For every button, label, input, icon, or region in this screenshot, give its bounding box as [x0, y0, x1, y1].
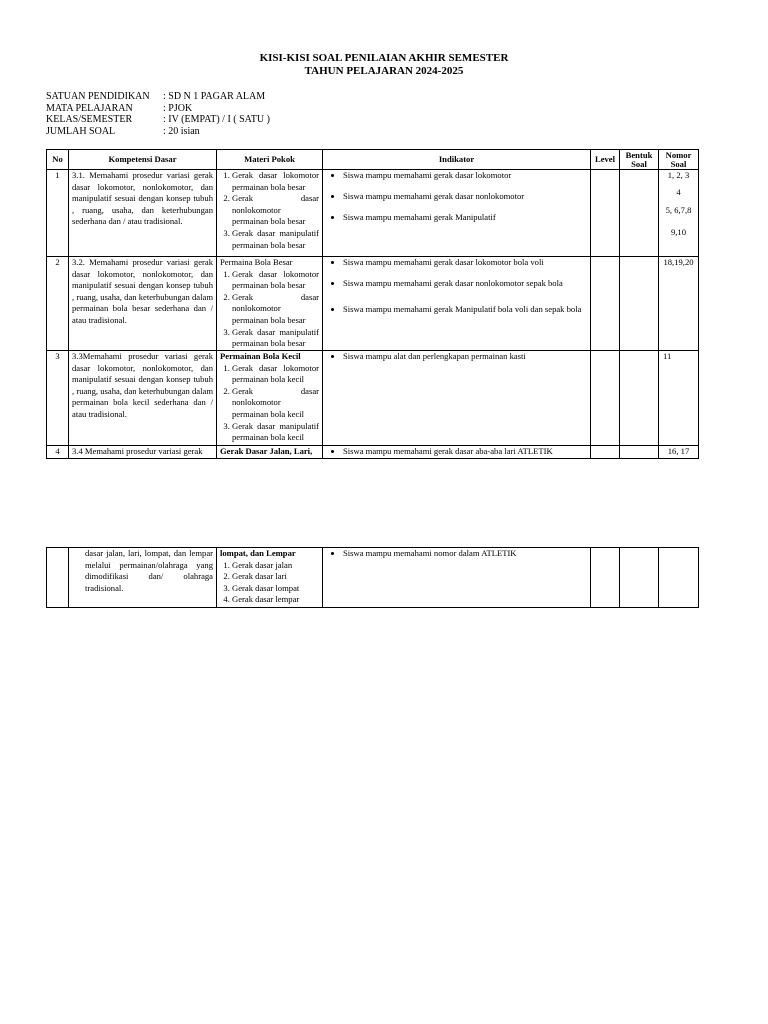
materi-item: 1. Gerak dasar lokomotor permainan bola besar: [232, 170, 319, 193]
meta-value: : IV (EMPAT) / I ( SATU ): [163, 114, 270, 125]
header-kompetensi: Kompetensi Dasar: [69, 150, 217, 170]
indikator-item: • Siswa mampu memahami gerak dasar lokomotor: [343, 170, 587, 182]
row-kompetensi: 3.3Memahami prosedur variasi gerak dasar lokomotor, nonlokomotor, dan manipulatif sesuai dengan konsep tubuh , ruang, usaha, dan keterhubungan dalam permainan bola kecil sederhana dan / atau tradisional.: [69, 351, 217, 446]
materi-item: 2. Gerak dasar lari: [232, 571, 319, 583]
materi-title: Permaina Bola Besar: [220, 257, 293, 267]
row-no: 1: [47, 170, 69, 257]
meta-value: : PJOK: [163, 102, 193, 114]
indikator-item: • Siswa mampu memahami gerak dasar aba-aba lari ATLETIK: [343, 446, 587, 458]
materi-item: 1. Gerak dasar jalan: [232, 560, 319, 572]
row-level: [591, 257, 620, 351]
row-bentuk: [620, 446, 659, 459]
indikator-item: • Siswa mampu alat dan perlengkapan permainan kasti: [343, 351, 587, 363]
meta-row: [46, 91, 270, 103]
table-row: [47, 446, 699, 459]
meta-row: [46, 103, 270, 115]
materi-item: 2. Gerak dasar nonlokomotor permainan bola besar: [232, 193, 319, 228]
indikator-item: • Siswa mampu memahami nomor dalam ATLETIK: [343, 548, 587, 560]
row-bentuk: [620, 257, 659, 351]
document-title: KISI-KISI SOAL PENILAIAN AKHIR SEMESTER: [259, 52, 509, 64]
row-nomor: [659, 548, 699, 608]
row-materi: [217, 548, 323, 608]
indikator-item: • Siswa mampu memahami gerak Manipulatif bola voli dan sepak bola: [343, 299, 587, 319]
row-materi: [217, 170, 323, 257]
header-materi: Materi Pokok: [217, 150, 323, 170]
row-bentuk: [620, 170, 659, 257]
nomor-value: 9,10: [670, 226, 687, 237]
meta-value: : 20 isian: [163, 125, 200, 137]
kisi-table-continued: [46, 547, 699, 608]
materi-item: 2. Gerak dasar nonlokomotor permainan bola kecil: [232, 386, 319, 421]
row-indikator: [323, 548, 591, 608]
row-no: [47, 548, 69, 608]
row-bentuk: [620, 548, 659, 608]
row-kompetensi: 3.2. Memahami prosedur variasi gerak dasar lokomotor, nonlokomotor, dan manipulatif sesuai dengan konsep tubuh , ruang, usaha, dan keterhubungan dalam permainan bola besar sederhana dan / atau tradisional.: [69, 257, 217, 351]
row-nomor: 18,19,20: [659, 257, 699, 351]
header-level: Level: [591, 150, 620, 170]
header-no: No: [47, 150, 69, 170]
row-level: [591, 548, 620, 608]
row-nomor: [659, 170, 699, 257]
table-row: [47, 257, 699, 351]
kisi-table: [46, 149, 699, 459]
row-nomor: 11: [659, 351, 699, 446]
header-bentuk: Bentuk Soal: [620, 150, 659, 170]
row-materi: [217, 351, 323, 446]
header-nomor: Nomor Soal: [659, 150, 699, 170]
materi-title: Permainan Bola Kecil: [220, 351, 301, 361]
meta-info: [46, 91, 270, 137]
row-indikator: [323, 446, 591, 459]
meta-label: MATA PELAJARAN: [46, 102, 133, 114]
meta-value: : SD N 1 PAGAR ALAM: [163, 91, 266, 102]
materi-item: 1. Gerak dasar lokomotor permainan bola kecil: [232, 363, 319, 386]
row-nomor: 16, 17: [659, 446, 699, 459]
indikator-item: • Siswa mampu memahami gerak Manipulatif: [343, 212, 587, 224]
row-indikator: [323, 170, 591, 257]
materi-title: lompat, dan Lempar: [220, 548, 296, 558]
header-indikator: Indikator: [323, 150, 591, 170]
row-level: [591, 351, 620, 446]
materi-title: Gerak Dasar Jalan, Lari,: [217, 446, 323, 459]
table-row: [47, 351, 699, 446]
meta-row: [46, 126, 270, 138]
row-indikator: [323, 351, 591, 446]
row-level: [591, 170, 620, 257]
materi-item: 3. Gerak dasar manipulatif permainan bola kecil: [232, 421, 319, 444]
document-subtitle: TAHUN PELAJARAN 2024-2025: [304, 65, 464, 77]
row-kompetensi: 3.4 Memahami prosedur variasi gerak: [69, 446, 217, 459]
row-no: 2: [47, 257, 69, 351]
meta-label: SATUAN PENDIDIKAN: [46, 91, 150, 102]
row-kompetensi: 3.1. Memahami prosedur variasi gerak dasar lokomotor, nonlokomotor, dan manipulatif sesuai dengan konsep tubuh , ruang, usaha, dan keterhubungan sederhana dan / atau tradisional.: [69, 170, 217, 257]
meta-label: JUMLAH SOAL: [46, 125, 116, 137]
row-no: 3: [47, 351, 69, 446]
meta-label: KELAS/SEMESTER: [46, 114, 133, 125]
materi-item: 3. Gerak dasar manipulatif permainan bola besar: [232, 327, 319, 350]
indikator-item: • Siswa mampu memahami gerak dasar nonlokomotor sepak bola: [343, 278, 587, 290]
row-bentuk: [620, 351, 659, 446]
table-header-row: [47, 150, 699, 170]
nomor-value: 1, 2, 3: [667, 170, 690, 180]
indikator-item: • Siswa mampu memahami gerak dasar lokomotor bola voli: [343, 257, 587, 269]
materi-item: 3. Gerak dasar lompat: [232, 583, 319, 595]
table-row: [47, 548, 699, 608]
nomor-value: 5, 6,7,8: [665, 205, 692, 216]
row-indikator: [323, 257, 591, 351]
row-no: 4: [47, 446, 69, 459]
meta-row: [46, 114, 270, 126]
materi-item: 2. Gerak dasar nonlokomotor permainan bola besar: [232, 292, 319, 327]
row-materi: [217, 257, 323, 351]
row-level: [591, 446, 620, 459]
materi-item: 3. Gerak dasar manipulatif permainan bola besar: [232, 228, 319, 251]
materi-item: 4. Gerak dasar lempar: [232, 594, 319, 606]
nomor-value: 4: [676, 186, 681, 197]
indikator-item: • Siswa mampu memahami gerak dasar nonlokomotor: [343, 191, 587, 203]
materi-item: 1. Gerak dasar lokomotor permainan bola besar: [232, 269, 319, 292]
row-kompetensi: dasar jalan, lari, lompat, dan lempar melalui permainan/olahraga yang dimodifikasi dan/ olahraga tradisional.: [69, 548, 217, 608]
table-row: [47, 170, 699, 257]
